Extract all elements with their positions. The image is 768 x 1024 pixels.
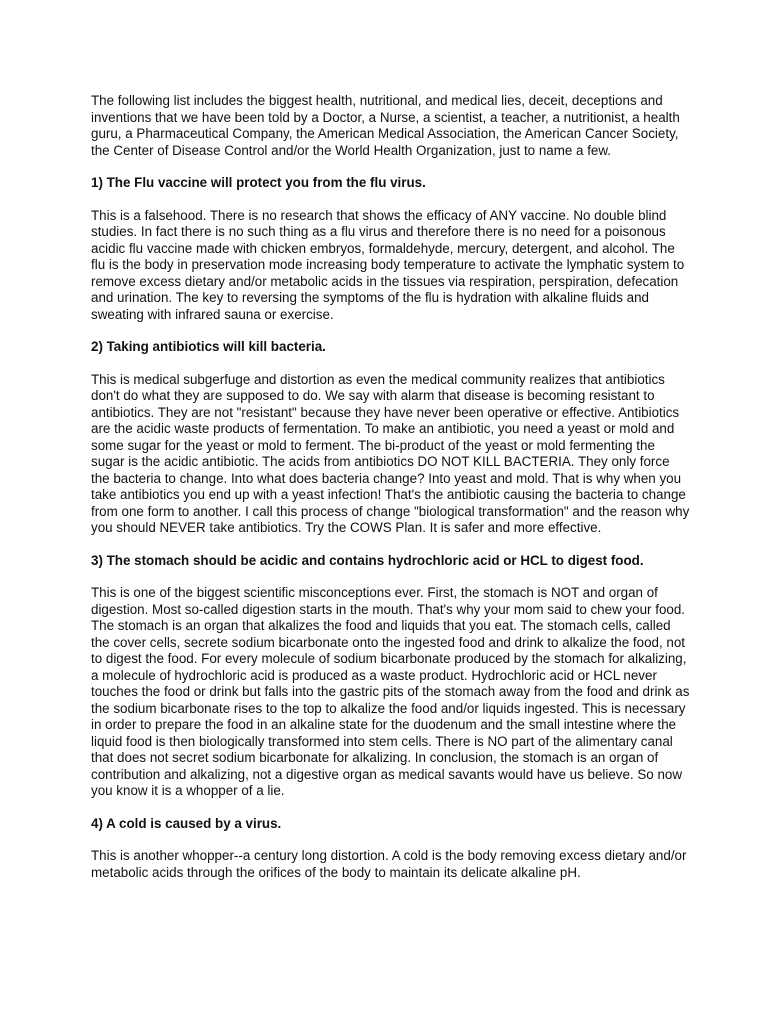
section-4-heading: 4) A cold is caused by a virus. xyxy=(91,815,282,831)
section-1-body: This is a falsehood. There is no research that shows the efficacy of ANY vaccine. No double blind studies. In fact there is no such thing as a flu virus and therefore there is no need for a poisonous acidic flu vaccine made with chicken embryos, formaldehyde, mercury, detergent, and alcohol. The flu is the body in preservation mode increasing body temperature to activate the lymphatic system to remove excess dietary and/or metabolic acids in the tissues via respiration, perspiration, defecation and urination. The key to reversing the symptoms of the flu is hydration with alkaline fluids and sweating with infrared sauna or exercise. xyxy=(91,207,685,322)
section-3-body: This is one of the biggest scientific misconceptions ever. First, the stomach is NOT and organ of digestion. Most so-called digestion starts in the mouth. That's why your mom said to chew your food. The stomach is an organ that alkalizes the food and liquids that you eat. The stomach cells, called the cover cells, secrete sodium bicarbonate onto the ingested food and drink to alkalize the food, not to digest the food. For every molecule of sodium bicarbonate produced by the stomach for alkalizing, a molecule of hydrochloric acid is produced as a waste product. Hydrochloric acid or HCL never touches the food or drink but falls into the gastric pits of the stomach away from the food and drink as the sodium bicarbonate rises to the top to alkalize the food and/or liquids ingested. This is necessary in order to prepare the food in an alkaline state for the duodenum and the small intestine where the liquid food is then biologically transformed into stem cells. There is NO part of the alimentary canal that does not secret sodium bicarbonate for alkalizing. In conclusion, the stomach is an organ of contribution and alkalizing, not a digestive organ as medical savants would have us believe. So now you know it is a whopper of a lie. xyxy=(91,585,690,798)
section-2-heading: 2) Taking antibiotics will kill bacteria. xyxy=(91,339,326,354)
section-4-body: This is another whopper--a century long distortion. A cold is the body removing excess dietary and/or metabolic acids through the orifices of the body to maintain its delicate alkaline pH. xyxy=(91,848,687,880)
section-3-heading: 3) The stomach should be acidic and contains hydrochloric acid or HCL to digest food. xyxy=(91,552,644,568)
section-2-body: This is medical subgerfuge and distortion as even the medical community realizes that antibiotics don't do what they are supposed to do. We say with alarm that disease is becoming resistant to antibiotics. They are not "resistant" because they have never been operative or effective. Antibiotics are the acidic waste products of fermentation. To make an antibiotic, you need a yeast or mold and some sugar for the yeast or mold to ferment. The bi-product of the yeast or mold fermenting the sugar is the acidic antibiotic. The acids from antibiotics DO NOT KILL BACTERIA. They only force the bacteria to change. Into what does bacteria change? Into yeast and mold. That is why when you take antibiotics you end up with a yeast infection! That's the antibiotic causing the bacteria to change from one form to another. I call this process of change "biological transformation" and the reason why you should NEVER take antibiotics. Try the COWS Plan. It is safer and more effective. xyxy=(91,371,690,535)
document-page xyxy=(91,93,691,897)
intro-paragraph: The following list includes the biggest health, nutritional, and medical lies, deceit, deceptions and inventions that we have been told by a Doctor, a Nurse, a scientist, a teacher, a nutritionist, a health guru, a Pharmaceutical Company, the American Medical Association, the American Cancer Society, the Center of Disease Control and/or the World Health Organization, just to name a few. xyxy=(91,93,680,158)
section-1-heading: 1) The Flu vaccine will protect you from the flu virus. xyxy=(91,175,426,190)
